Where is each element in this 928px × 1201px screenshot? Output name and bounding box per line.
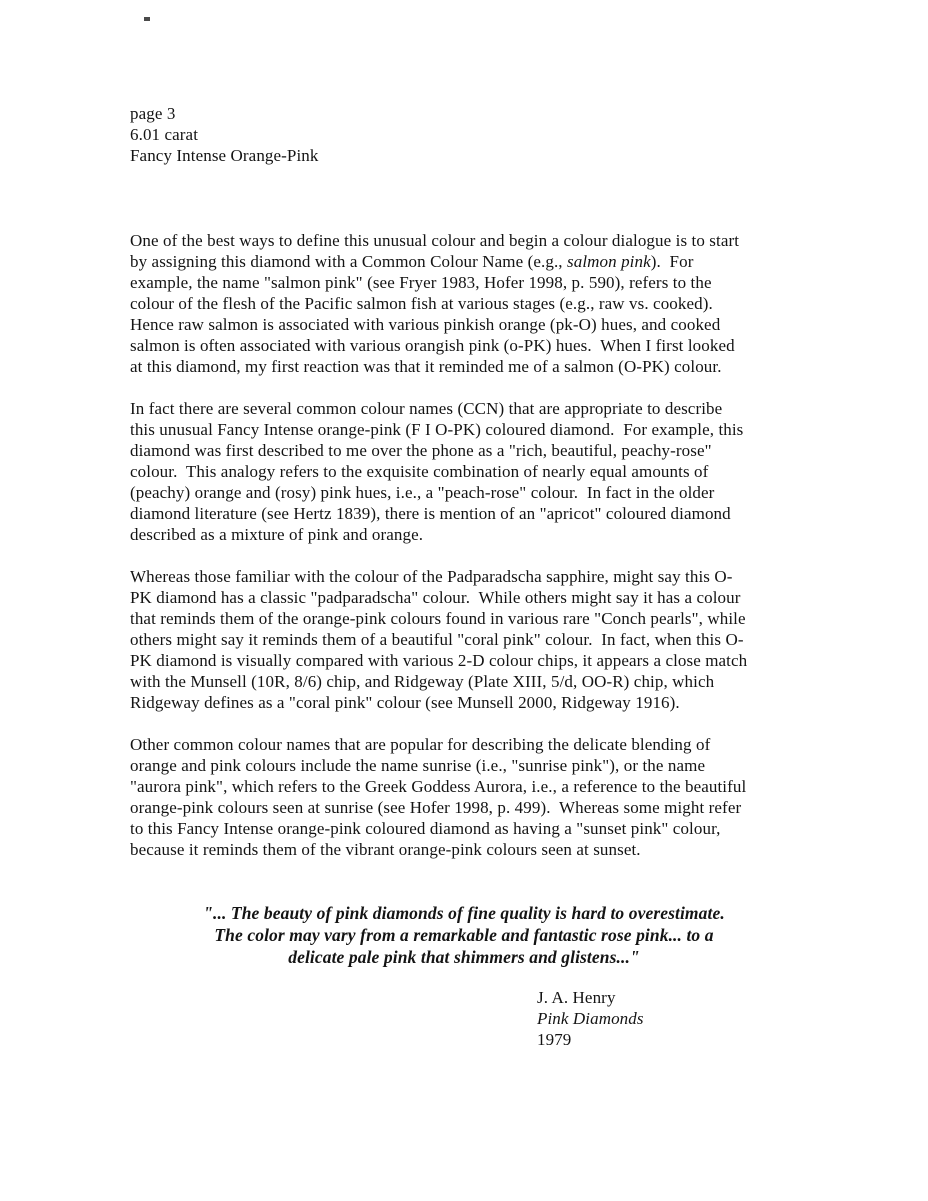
colour-grade: Fancy Intense Orange-Pink: [130, 146, 319, 165]
text-line: described as a mixture of pink and orange.: [130, 525, 424, 544]
text-line: colour. This analogy refers to the exquisite combination of nearly equal amounts of: [130, 462, 709, 481]
text-line: to this Fancy Intense orange-pink coloured diamond as having a "sunset pink" colour,: [130, 819, 721, 838]
text-line: In fact there are several common colour names (CCN) that are appropriate to describe: [130, 399, 723, 418]
attribution-author: J. A. Henry: [537, 988, 616, 1007]
page-number: page 3: [130, 104, 176, 123]
text-line: "aurora pink", which refers to the Greek Goddess Aurora, i.e., a reference to the beautiful: [130, 777, 747, 796]
text-line: Ridgeway defines as a "coral pink" colour (see Munsell 2000, Ridgeway 1916).: [130, 693, 680, 712]
text-line: at this diamond, my first reaction was that it reminded me of a salmon (O-PK) colour.: [130, 357, 722, 376]
quote-line: delicate pale pink that shimmers and glistens...": [288, 947, 640, 967]
text-segment: by assigning this diamond with a Common Colour Name (e.g.,: [130, 252, 568, 271]
text-line: orange and pink colours include the name sunrise (i.e., "sunrise pink"), or the name: [130, 756, 706, 775]
quote-attribution: [537, 987, 787, 1050]
attribution-work-title: Pink Diamonds: [537, 1009, 644, 1028]
text-line: that reminds them of the orange-pink colours found in various rare "Conch pearls", while: [130, 609, 746, 628]
text-line: PK diamond is visually compared with various 2-D colour chips, it appears a close match: [130, 651, 748, 670]
text-line: salmon is often associated with various orangish pink (o-PK) hues. When I first looked: [130, 336, 735, 355]
text-line: because it reminds them of the vibrant orange-pink colours seen at sunset.: [130, 840, 641, 859]
quote-line: The color may vary from a remarkable and fantastic rose pink... to a: [214, 925, 714, 945]
text-line: Hence raw salmon is associated with various pinkish orange (pk-O) hues, and cooked: [130, 315, 721, 334]
text-line: Whereas those familiar with the colour of the Padparadscha sapphire, might say this O-: [130, 567, 733, 586]
paragraph-4: [130, 734, 820, 860]
quote-line: "... The beauty of pink diamonds of fine quality is hard to overestimate.: [203, 903, 725, 923]
text-line: One of the best ways to define this unusual colour and begin a colour dialogue is to start: [130, 231, 740, 250]
text-line: diamond literature (see Hertz 1839), there is mention of an "apricot" coloured diamond: [130, 504, 731, 523]
paragraph-3: [130, 566, 820, 713]
text-line: this unusual Fancy Intense orange-pink (F I O-PK) coloured diamond. For example, this: [130, 420, 744, 439]
text-line: others might say it reminds them of a beautiful "coral pink" colour. In fact, when this O-: [130, 630, 744, 649]
italic-term: salmon pink: [567, 252, 651, 271]
text-line: [130, 251, 820, 272]
scan-artifact-speck: [144, 17, 150, 21]
text-line: PK diamond has a classic "padparadscha" colour. While others might say it has a colour: [130, 588, 741, 607]
pull-quote: [130, 902, 798, 968]
text-line: diamond was first described to me over the phone as a "rich, beautiful, peachy-rose": [130, 441, 712, 460]
carat-weight: 6.01 carat: [130, 125, 199, 144]
text-line: Other common colour names that are popular for describing the delicate blending of: [130, 735, 711, 754]
text-line: colour of the flesh of the Pacific salmon fish at various stages (e.g., raw vs. cooked).: [130, 294, 713, 313]
text-line: orange-pink colours seen at sunrise (see Hofer 1998, p. 499). Whereas some might refer: [130, 798, 742, 817]
document-header: [130, 103, 820, 166]
text-line: with the Munsell (10R, 8/6) chip, and Ridgeway (Plate XIII, 5/d, OO-R) chip, which: [130, 672, 715, 691]
paragraph-2: [130, 398, 820, 545]
paragraph-1: [130, 230, 820, 377]
text-line: (peachy) orange and (rosy) pink hues, i.e., a "peach-rose" colour. In fact in the older: [130, 483, 715, 502]
text-segment: ). For: [650, 252, 694, 271]
attribution-year: 1979: [537, 1030, 572, 1049]
text-line: example, the name "salmon pink" (see Fryer 1983, Hofer 1998, p. 590), refers to the: [130, 273, 712, 292]
